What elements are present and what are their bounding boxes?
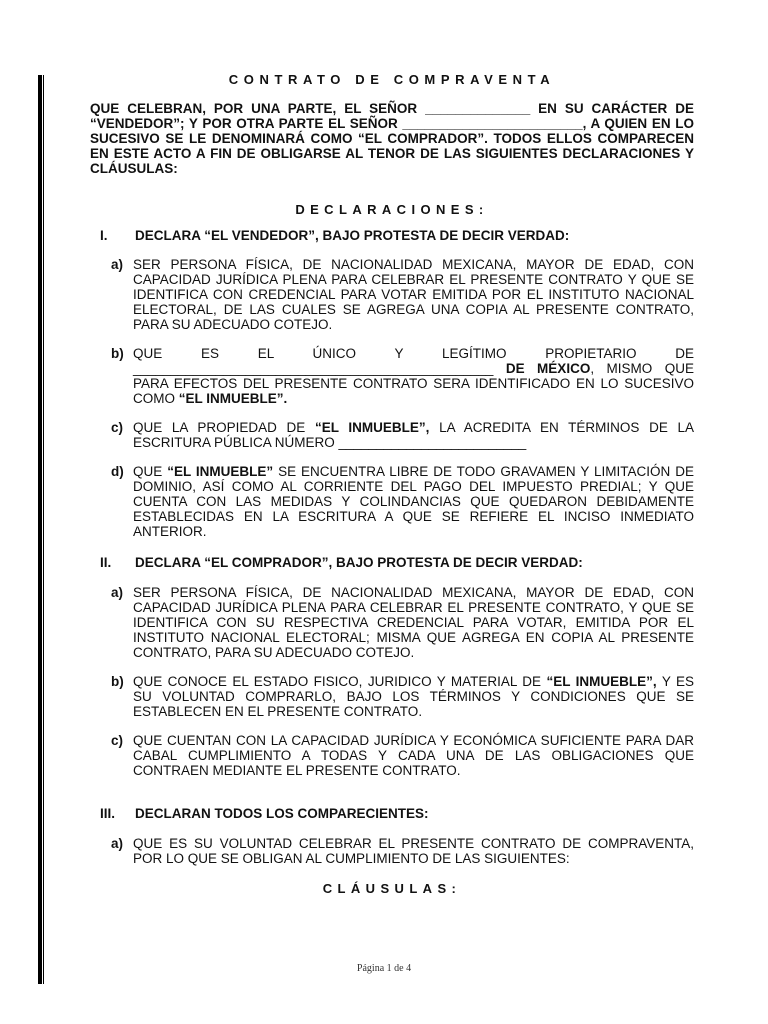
clausulas-heading: CLÁUSULAS:	[322, 881, 462, 896]
section-heading-text: DECLARA “EL COMPRADOR”, BAJO PROTESTA DE DECIR VERDAD:	[135, 555, 583, 570]
section-heading	[90, 555, 694, 570]
item-bold-text: “EL INMUEBLE”	[167, 464, 274, 479]
item-letter: c)	[111, 733, 124, 748]
list-item	[90, 346, 694, 406]
item-text: SER PERSONA FÍSICA, DE NACIONALIDAD MEXICANA, MAYOR DE EDAD, CON CAPACIDAD JURÍDICA PLENA PARA CELEBRAR EL PRESENTE CONTRATO, Y QUE SE IDENTIFICA CON SU RESPECTIVA CREDENCIAL PARA VOTAR, EMITIDA POR EL INSTITUTO NACIONAL ELECTORAL; MISMA QUE AGREGA EN COPIA AL PRESENTE CONTRATO, PARA SU ADECUADO COTEJO.	[133, 585, 694, 660]
item-text: QUE CONOCE EL ESTADO FISICO, JURIDICO Y MATERIAL DE	[133, 674, 547, 689]
item-text: SER PERSONA FÍSICA, DE NACIONALIDAD MEXICANA, MAYOR DE EDAD, CON CAPACIDAD JURÍDICA PLENA PARA CELEBRAR EL PRESENTE CONTRATO Y QUE SE IDENTIFICA CON CREDENCIAL PARA VOTAR EMITIDA POR EL INSTITUTO NACIONAL ELECTORAL, DE LAS CUALES SE AGREGA UNA COPIA AL PRESENTE CONTRATO, PARA SU ADECUADO COTEJO.	[133, 257, 694, 332]
item-bold-text: “EL INMUEBLE”.	[178, 391, 288, 406]
section-heading	[90, 806, 694, 821]
item-text: LA ACREDITA EN TÉRMINOS DE LA ESCRITURA PÚBLICA NÚMERO _________________________	[133, 420, 695, 450]
item-text: , MISMO QUE PARA EFECTOS DEL PRESENTE CONTRATO SERA IDENTIFICADO EN LO SUCESIVO COMO	[133, 361, 694, 406]
list-item	[90, 257, 694, 332]
list-item	[90, 674, 694, 719]
list-item	[90, 733, 694, 778]
item-text: QUE CUENTAN CON LA CAPACIDAD JURÍDICA Y ECONÓMICA SUFICIENTE PARA DAR CABAL CUMPLIMIENTO A TODAS Y CADA UNA DE LAS OBLIGACIONES QUE CONTRAEN MEDIANTE EL PRESENTE CONTRATO.	[133, 733, 694, 778]
document-page	[90, 72, 694, 907]
item-bold-text: “EL INMUEBLE”,	[546, 674, 657, 689]
section-heading-text: DECLARA “EL VENDEDOR”, BAJO PROTESTA DE DECIR VERDAD:	[135, 228, 570, 243]
list-item	[90, 420, 694, 450]
declaraciones-heading: DECLARACIONES:	[295, 202, 489, 217]
item-text: QUE ES EL ÚNICO Y LEGÍTIMO PROPIETARIO DE ________________________________________________	[133, 346, 694, 376]
item-text: Y ES SU VOLUNTAD COMPRARLO, BAJO LOS TÉRMINOS Y CONDICIONES QUE SE ESTABLECEN EN EL PRESENTE CONTRATO.	[133, 674, 694, 719]
list-item	[90, 464, 694, 539]
list-item	[90, 585, 694, 660]
item-bold-text: DE MÉXICO	[493, 361, 591, 376]
item-bold-text: “EL INMUEBLE”,	[314, 420, 430, 435]
section-heading	[90, 228, 694, 243]
intro-paragraph: QUE CELEBRAN, POR UNA PARTE, EL SEÑOR ______________ EN SU CARÁCTER DE “VENDEDOR”; Y POR OTRA PARTE EL SEÑOR ________________________, A QUIEN EN LO SUCESIVO SE LE DENOMINARÁ COMO “EL COMPRADOR”. TODOS ELLOS COMPARECEN EN ESTE ACTO A FIN DE OBLIGARSE AL TENOR DE LAS SIGUIENTES DECLARACIONES Y CLÁUSULAS:	[90, 101, 694, 176]
item-text: QUE LA PROPIEDAD DE	[133, 420, 315, 435]
section-heading-text: DECLARAN TODOS LOS COMPARECIENTES:	[135, 806, 429, 821]
item-letter: a)	[111, 257, 124, 272]
item-letter: a)	[111, 585, 124, 600]
section-number: III.	[100, 806, 116, 821]
left-margin-bar	[38, 75, 42, 984]
item-text: QUE	[133, 464, 168, 479]
item-letter: c)	[111, 420, 124, 435]
item-letter: d)	[111, 464, 124, 479]
document-title: CONTRATO DE COMPRAVENTA	[228, 72, 556, 87]
section-number: II.	[100, 555, 112, 570]
item-text: SE ENCUENTRA LIBRE DE TODO GRAVAMEN Y LIMITACIÓN DE DOMINIO, ASÍ COMO AL CORRIENTE DEL PAGO DEL IMPUESTO PREDIAL; Y QUE CUENTA CON LAS MEDIDAS Y COLINDANCIAS QUE QUEDARON DEBIDAMENTE ESTABLECIDAS EN LA ESCRITURA A QUE SE REFIERE EL INCISO INMEDIATO ANTERIOR.	[133, 464, 694, 539]
section-number: I.	[100, 228, 108, 243]
item-letter: a)	[111, 836, 124, 851]
item-letter: b)	[111, 674, 124, 689]
item-letter: b)	[111, 346, 124, 361]
item-text: QUE ES SU VOLUNTAD CELEBRAR EL PRESENTE CONTRATO DE COMPRAVENTA, POR LO QUE SE OBLIGAN AL CUMPLIMIENTO DE LAS SIGUIENTES:	[133, 836, 694, 866]
list-item	[90, 836, 694, 866]
left-margin-thin-bar	[43, 75, 44, 984]
page-number: Página 1 de 4	[356, 963, 412, 974]
